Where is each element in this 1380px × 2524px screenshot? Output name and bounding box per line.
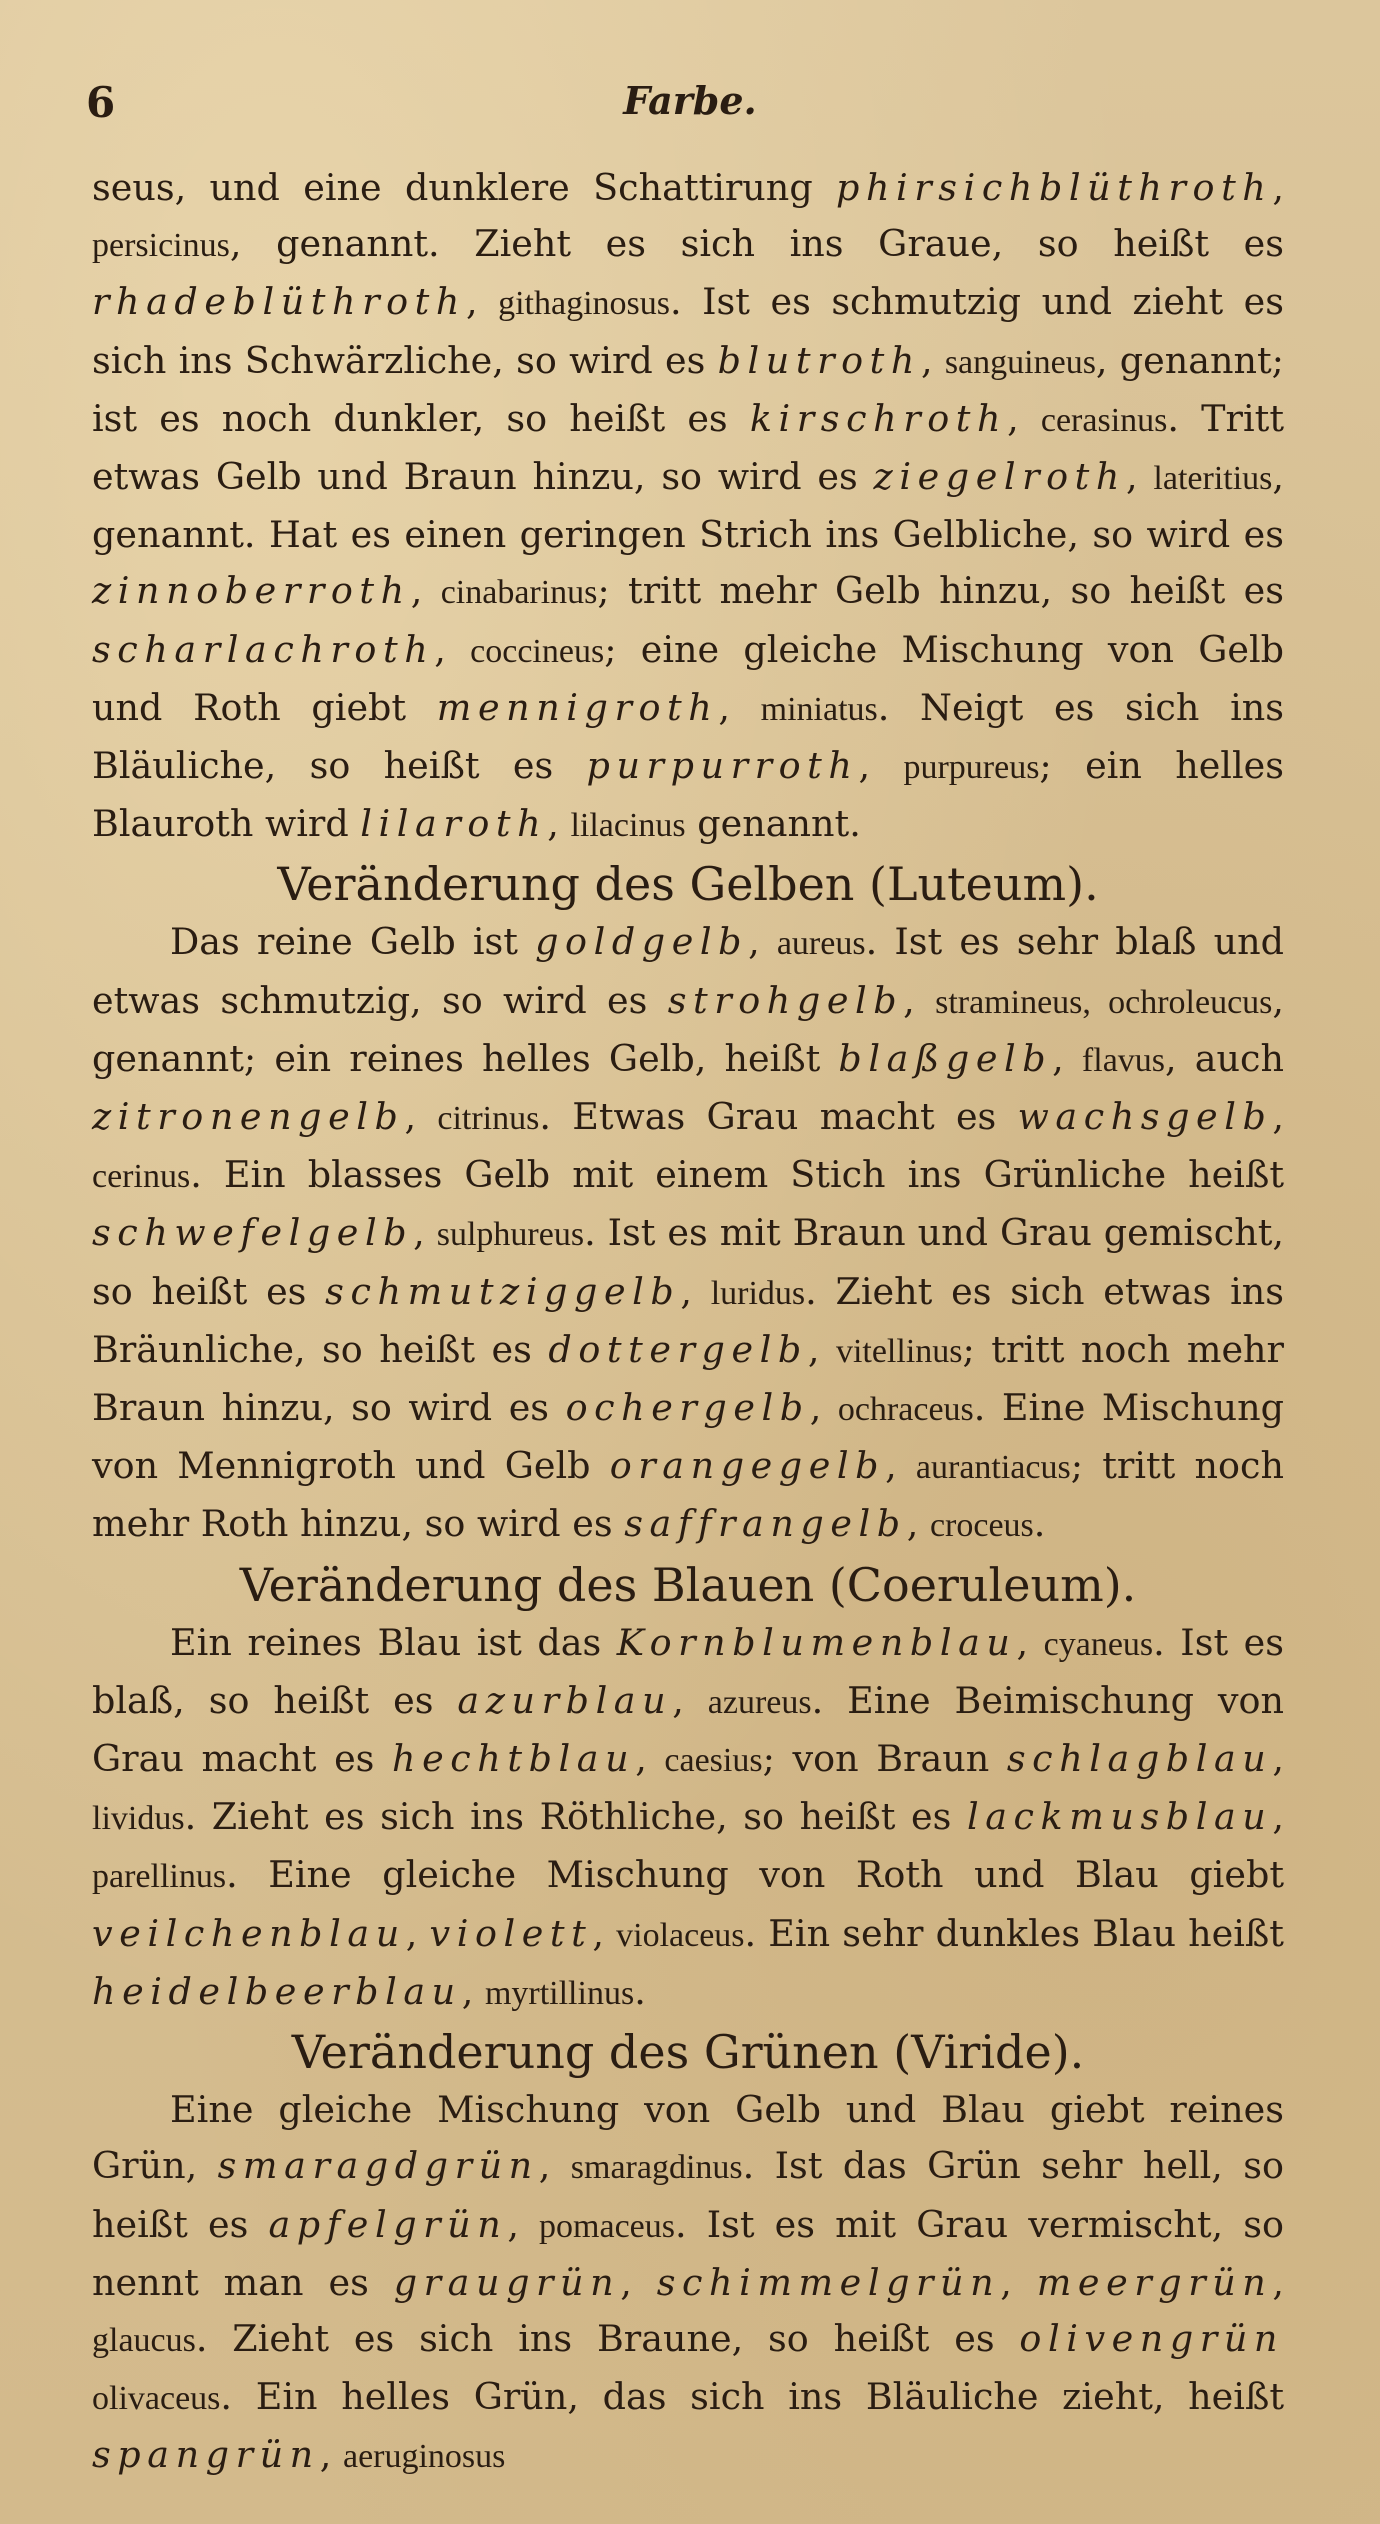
text-run: , [748, 920, 777, 964]
latin-term: githaginosus [498, 285, 671, 323]
text-run: Eine gleiche Mischung von Gelb und Blau giebt reines Grün, [92, 2088, 1284, 2188]
text-run: . Ein helles Grün, das sich ins Bläuliche zieht, heißt [220, 2375, 1284, 2419]
latin-term: myrtillinus [484, 1974, 635, 2012]
paragraph-luteum [92, 914, 1284, 1554]
text-run: ; tritt noch mehr Roth hinzu, so wird es [92, 1444, 1284, 1546]
text-run: Ein reines Blau ist das [170, 1620, 617, 1664]
text-run: , [434, 627, 471, 671]
color-term: blaßgelb [838, 1036, 1053, 1080]
color-term: saffrangelb [624, 1502, 907, 1546]
latin-term: flavus [1081, 1041, 1166, 1079]
latin-term: luridus [710, 1274, 806, 1312]
color-term: schlagblau [1006, 1737, 1273, 1781]
text-run: , [592, 1911, 617, 1955]
text-run: , [635, 1737, 665, 1781]
latin-term: aeruginosus [342, 2438, 506, 2476]
text-run: , genannt. Zieht es sich ins Graue, so heißt es [229, 222, 1284, 266]
text-run: , [1272, 166, 1284, 209]
latin-term: glaucus [92, 2321, 196, 2359]
color-term: olivengrün [1019, 2316, 1284, 2360]
text-run: , genannt; ist es noch dunkler, so heißt es [92, 338, 1284, 440]
latin-term: stramineus, ochroleucus [935, 983, 1273, 1021]
text-run: , genannt; ein reines helles Gelb, heißt [92, 978, 1284, 1080]
latin-term: sulphureus [436, 1216, 585, 1254]
text-run: . Ist es blaß, so heißt es [92, 1620, 1284, 1722]
color-term: meergrün [1036, 2260, 1273, 2304]
text-run: , [620, 2260, 657, 2304]
text-run: , [1126, 455, 1154, 499]
text-run: . Tritt etwas Gelb und Braun hinzu, so wird es [92, 396, 1284, 499]
latin-term: azureus [707, 1683, 812, 1721]
latin-term: aurantiacus [915, 1449, 1071, 1487]
text-run: , [1007, 396, 1041, 440]
color-term: lilaroth [360, 802, 548, 846]
color-term: lackmusblau [966, 1795, 1273, 1839]
color-term: blutroth [717, 338, 921, 382]
text-run: , [465, 280, 499, 324]
text-run: , [903, 978, 936, 1022]
text-run: . Etwas Grau macht es [539, 1095, 1018, 1139]
page-body [92, 160, 1284, 2486]
latin-term: citrinus [437, 1100, 540, 1138]
color-term: veilchenblau [92, 1911, 406, 1955]
color-term: zitronengelb [92, 1095, 405, 1139]
heading-viride: Veränderung des Grünen (Viride). [291, 2025, 1085, 2080]
text-run: , [405, 1911, 430, 1955]
latin-term: miniatus [760, 690, 878, 728]
heading-coeruleum: Veränderung des Blauen (Coeruleum). [239, 1557, 1137, 1612]
color-term: dottergelb [548, 1327, 808, 1371]
color-term: scharlachroth [92, 627, 435, 671]
text-run: , [410, 569, 441, 613]
text-run: , [1000, 2260, 1037, 2304]
page-number: 6 [86, 78, 116, 127]
text-run: , [538, 2144, 571, 2188]
latin-term: cinabarinus [440, 574, 598, 612]
text-run: . Eine gleiche Mischung von Roth und Blau giebt [226, 1853, 1284, 1897]
text-run: , [718, 685, 761, 729]
color-term: schimmelgrün [656, 2260, 1001, 2304]
latin-term: cerinus [92, 1158, 191, 1196]
text-run: , [1052, 1036, 1082, 1080]
text-run: ; tritt mehr Gelb hinzu, so heißt es [597, 569, 1284, 613]
text-run: . Ein sehr dunkles Blau heißt [744, 1911, 1284, 1955]
text-run: ; eine gleiche Mischung von Gelb und Roth giebt [92, 627, 1284, 729]
text-run: . Ist es mit Grau vermischt, so nennt man es [92, 2202, 1284, 2304]
text-run: ; tritt noch mehr Braun hinzu, so wird es [92, 1327, 1284, 1430]
text-run: , [672, 1678, 708, 1722]
color-term: hechtblau [392, 1737, 636, 1781]
running-title: Farbe. [623, 78, 757, 123]
color-term: ochergelb [565, 1386, 810, 1430]
latin-term: cyaneus [1043, 1625, 1154, 1663]
text-run: ; ein helles Blauroth wird [92, 744, 1284, 846]
running-head [86, 78, 1294, 128]
text-run: , [404, 1095, 438, 1139]
latin-term: aureus [776, 925, 866, 963]
text-run: , [507, 2202, 540, 2246]
color-term: schwefelgelb [92, 1211, 414, 1255]
text-run: , [680, 1269, 711, 1313]
text-run: , [906, 1502, 930, 1546]
latin-term: sanguineus [944, 343, 1096, 381]
text-run: , [807, 1327, 836, 1371]
text-run: , [547, 802, 571, 846]
text-run: , [920, 338, 945, 382]
text-run: , [319, 2433, 343, 2477]
text-run: , [1272, 1737, 1284, 1781]
color-term: azurblau [457, 1678, 673, 1722]
text-run: . Ist das Grün sehr hell, so heißt es [92, 2144, 1284, 2246]
text-run: , [885, 1444, 916, 1488]
text-run: seus, und eine dunklere Schattirung [92, 166, 837, 209]
text-run: . Eine Mischung von Mennigroth und Gelb [92, 1386, 1284, 1488]
text-run: . [634, 1969, 646, 2013]
latin-term: lividus [92, 1800, 185, 1838]
color-term: strohgelb [667, 978, 904, 1022]
color-term: zinnoberroth [92, 569, 411, 613]
color-term: spangrün [92, 2433, 320, 2477]
text-run: . Zieht es sich etwas ins Bräunliche, so heißt es [92, 1269, 1284, 1371]
text-run: , [1272, 2260, 1284, 2304]
color-term: mennigroth [436, 685, 719, 729]
text-run: , [413, 1211, 437, 1255]
latin-term: ochraceus [837, 1391, 974, 1429]
text-run: . Ist es sehr blaß und etwas schmutzig, so wird es [92, 920, 1284, 1022]
text-run: , [1272, 1095, 1284, 1139]
text-run: . Eine Beimischung von Grau macht es [92, 1678, 1284, 1781]
text-run: . Zieht es sich ins Braune, so heißt es [195, 2316, 1020, 2360]
color-term: schmutziggelb [325, 1269, 681, 1313]
latin-term: croceus [929, 1507, 1034, 1545]
color-term: rhadeblüthroth [92, 280, 466, 324]
latin-term: parellinus [92, 1858, 227, 1896]
color-term: phirsichblüthroth [836, 166, 1273, 209]
latin-term: smaragdinus [570, 2149, 743, 2187]
latin-term: olivaceus [92, 2380, 221, 2418]
color-term: apfelgrün [268, 2202, 508, 2246]
latin-term: cerasinus [1040, 401, 1168, 439]
color-term: goldgelb [535, 920, 749, 964]
text-run: , [1016, 1620, 1044, 1664]
text-run: , [461, 1969, 485, 2013]
text-run: , [858, 744, 904, 788]
color-term: orangegelb [609, 1444, 886, 1488]
latin-term: lateritius [1153, 460, 1273, 498]
latin-term: purpureus [903, 749, 1040, 787]
text-run: , genannt. Hat es einen geringen Strich ins Gelbliche, so wird es [92, 455, 1284, 557]
text-run: . Neigt es sich ins Bläuliche, so heißt es [92, 685, 1284, 788]
color-term: heidelbeerblau [92, 1969, 462, 2013]
latin-term: coccineus [470, 632, 605, 670]
color-term: kirschroth [749, 396, 1008, 440]
text-run: ; von Braun [762, 1737, 1007, 1781]
text-run: . [1033, 1502, 1046, 1546]
text-run: genannt. [685, 802, 861, 846]
paragraph-coeruleum [92, 1615, 1284, 2022]
latin-term: caesius [664, 1742, 763, 1780]
color-term: ziegelroth [873, 455, 1126, 499]
latin-term: vitellinus [835, 1332, 963, 1370]
latin-term: pomaceus [539, 2207, 675, 2245]
color-term: smaragdgrün [217, 2144, 539, 2188]
color-term: Kornblumenblau [616, 1620, 1017, 1664]
text-run: . Zieht es sich ins Röthliche, so heißt es [184, 1795, 967, 1839]
text-run: , auch [1165, 1036, 1284, 1080]
latin-term: violaceus [616, 1916, 745, 1954]
heading-luteum: Veränderung des Gelben (Luteum). [277, 857, 1099, 912]
paragraph-viride [92, 2082, 1284, 2485]
color-term: wachsgelb [1017, 1095, 1273, 1139]
text-run: . Ist es mit Braun und Grau gemischt, so heißt es [92, 1211, 1284, 1313]
paragraph-red-shades [92, 160, 1284, 854]
text-run: Das reine Gelb ist [170, 920, 536, 964]
text-run: . Ein blasses Gelb mit einem Stich ins Grünliche heißt [190, 1153, 1284, 1197]
latin-term: persicinus [92, 227, 230, 265]
text-run: , [809, 1386, 838, 1430]
color-term: graugrün [393, 2260, 621, 2304]
color-term: purpurroth [586, 744, 859, 788]
latin-term: lilacinus [570, 807, 686, 845]
text-run: . Ist es schmutzig und zieht es sich ins Schwärzliche, so wird es [92, 280, 1284, 382]
color-term: violett [429, 1911, 593, 1955]
text-run: , [1272, 1795, 1284, 1839]
